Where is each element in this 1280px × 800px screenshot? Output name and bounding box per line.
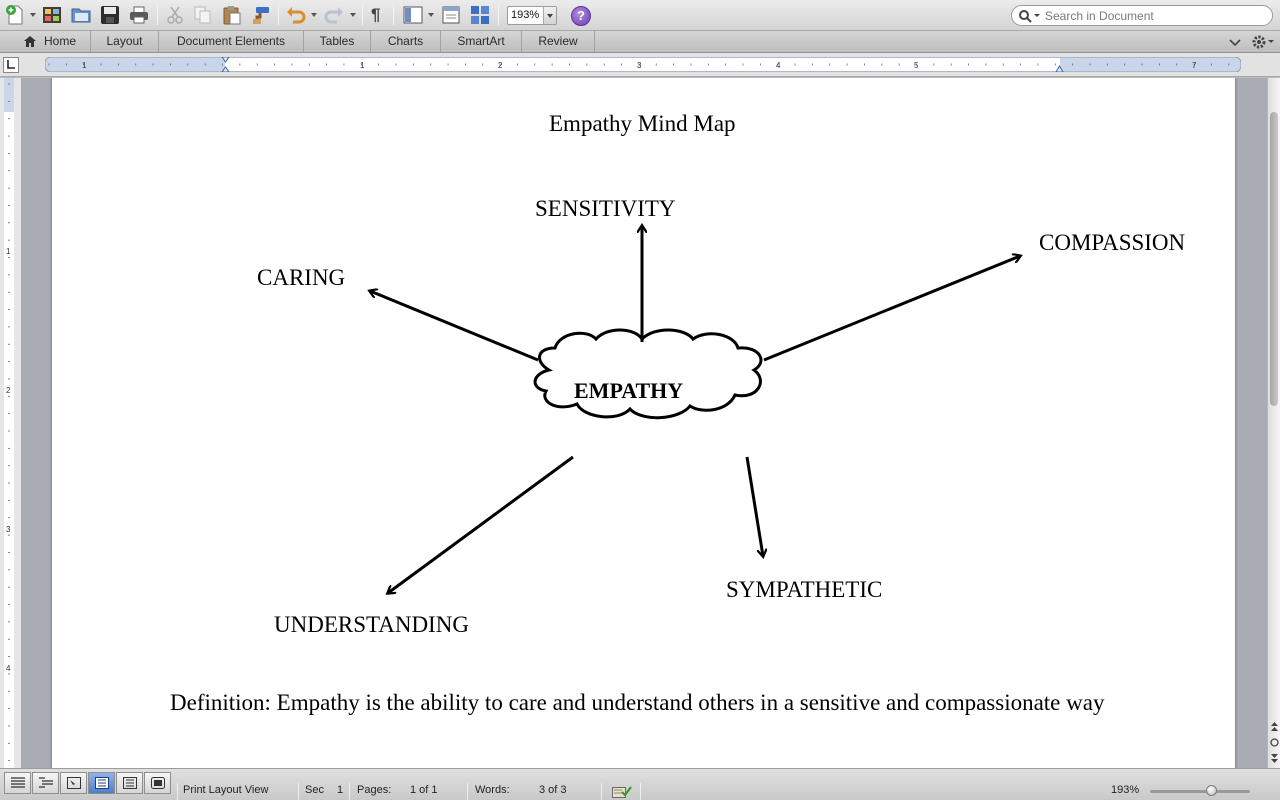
ruler-number: 4 [776,61,781,70]
standard-toolbar [0,0,1280,31]
draft-view-button[interactable] [4,772,31,794]
redo-dropdown-arrow[interactable] [350,13,356,17]
center-node-empathy: EMPATHY [574,378,684,403]
copy-icon[interactable] [192,4,214,26]
tab-document-elements[interactable]: Document Elements [159,31,304,52]
definition-paragraph: Definition: Empathy is the ability to care and understand others in a sensitive and compassionate way [170,690,1105,715]
search-icon[interactable] [1018,9,1040,26]
zoom-value: 193% [511,9,540,21]
tab-home[interactable]: Home [16,31,91,52]
ruler-number: 3 [637,61,642,70]
outline-view-button[interactable] [32,772,59,794]
zoom-select[interactable] [507,6,557,25]
document-title: Empathy Mind Map [549,111,736,136]
toolbar-separator [498,5,499,25]
vertical-ruler[interactable] [0,78,22,768]
gallery-toggle-icon[interactable] [440,4,462,26]
tab-smartart[interactable]: SmartArt [441,31,522,52]
toolbar-separator [157,5,158,25]
ruler-number: 1 [6,247,11,256]
branch-sympathetic: SYMPATHETIC [726,577,883,602]
undo-dropdown-arrow[interactable] [311,13,317,17]
paste-icon[interactable] [221,4,243,26]
sidebar-icon[interactable] [402,4,424,26]
status-separator [640,783,641,800]
zoom-percent-label: 193% [1111,784,1140,796]
status-separator [601,783,602,800]
pages-label: Pages: [357,784,392,796]
horizontal-ruler-row [0,53,1280,77]
publishing-layout-view-button[interactable] [60,772,87,794]
arrow-to-understanding [388,457,573,593]
gallery-icon[interactable] [41,4,63,26]
words-value: 3 of 3 [539,784,567,796]
words-label: Words: [475,784,510,796]
print-layout-view-button[interactable] [88,772,115,794]
new-dropdown-arrow[interactable] [30,13,36,17]
pages-value: 1 of 1 [410,784,438,796]
tab-review[interactable]: Review [522,31,595,52]
branch-caring: CARING [257,265,346,290]
status-separator [177,783,178,800]
section-label: Sec [305,784,324,796]
toolbox-icon[interactable] [469,4,491,26]
status-separator [349,783,350,800]
open-icon[interactable] [70,4,92,26]
toolbar-separator [362,5,363,25]
gear-icon[interactable] [1251,34,1275,53]
horizontal-ruler[interactable] [45,57,1241,72]
format-painter-icon[interactable] [250,4,272,26]
print-icon[interactable] [128,4,150,26]
search-input[interactable] [1045,8,1265,23]
empathy-cloud-shape [535,330,761,418]
ruler-number: 2 [6,386,11,395]
sidebar-dropdown-arrow[interactable] [428,13,434,17]
toolbar-separator [278,5,279,25]
spelling-check-icon[interactable] [612,785,632,800]
status-bar [0,768,1280,800]
vertical-scrollbar[interactable] [1267,78,1280,768]
ruler-number: 3 [6,525,11,534]
zoom-slider-track[interactable] [1150,790,1250,793]
focus-view-button[interactable] [144,772,171,794]
arrow-to-compassion [764,256,1020,360]
branch-understanding: UNDERSTANDING [274,612,469,637]
scroll-thumb[interactable] [1270,112,1278,406]
arrow-to-caring [370,291,538,360]
redo-icon[interactable] [323,4,345,26]
ruler-number: 4 [6,664,11,673]
next-page-icon[interactable] [1269,753,1280,764]
view-name-label: Print Layout View [183,784,269,796]
browse-object-icon[interactable] [1269,737,1280,748]
ruler-number: 1 [360,61,365,70]
notebook-layout-view-button[interactable] [116,772,143,794]
help-button[interactable]: ? [571,6,591,26]
collapse-ribbon-icon[interactable] [1229,36,1241,50]
show-hide-button[interactable]: ¶ [371,5,381,24]
branch-compassion: COMPASSION [1039,230,1186,255]
cut-icon[interactable] [164,4,186,26]
tab-layout[interactable]: Layout [91,31,159,52]
zoom-slider-knob[interactable] [1206,785,1217,796]
ruler-number: 2 [498,61,503,70]
status-separator [467,783,468,800]
search-box[interactable] [1011,5,1273,26]
save-icon[interactable] [99,4,121,26]
branch-sensitivity: SENSITIVITY [535,196,676,221]
document-workspace[interactable] [22,78,1267,768]
toolbar-separator [393,5,394,25]
status-separator [298,783,299,800]
undo-icon[interactable] [285,4,307,26]
tab-tables[interactable]: Tables [304,31,371,52]
section-value: 1 [337,784,344,796]
tab-stop-selector[interactable] [3,57,19,73]
tab-charts[interactable]: Charts [371,31,441,52]
arrow-to-sympathetic [747,457,763,556]
new-document-icon[interactable] [5,4,27,26]
mind-map-diagram [52,78,1235,768]
chevron-down-icon[interactable] [543,7,556,24]
document-page[interactable] [52,78,1235,768]
ruler-number: 1 [82,61,87,70]
ribbon-tab-bar [0,31,1280,53]
ruler-number: 5 [914,61,919,70]
ruler-number: 7 [1192,61,1197,70]
previous-page-icon[interactable] [1269,721,1280,732]
